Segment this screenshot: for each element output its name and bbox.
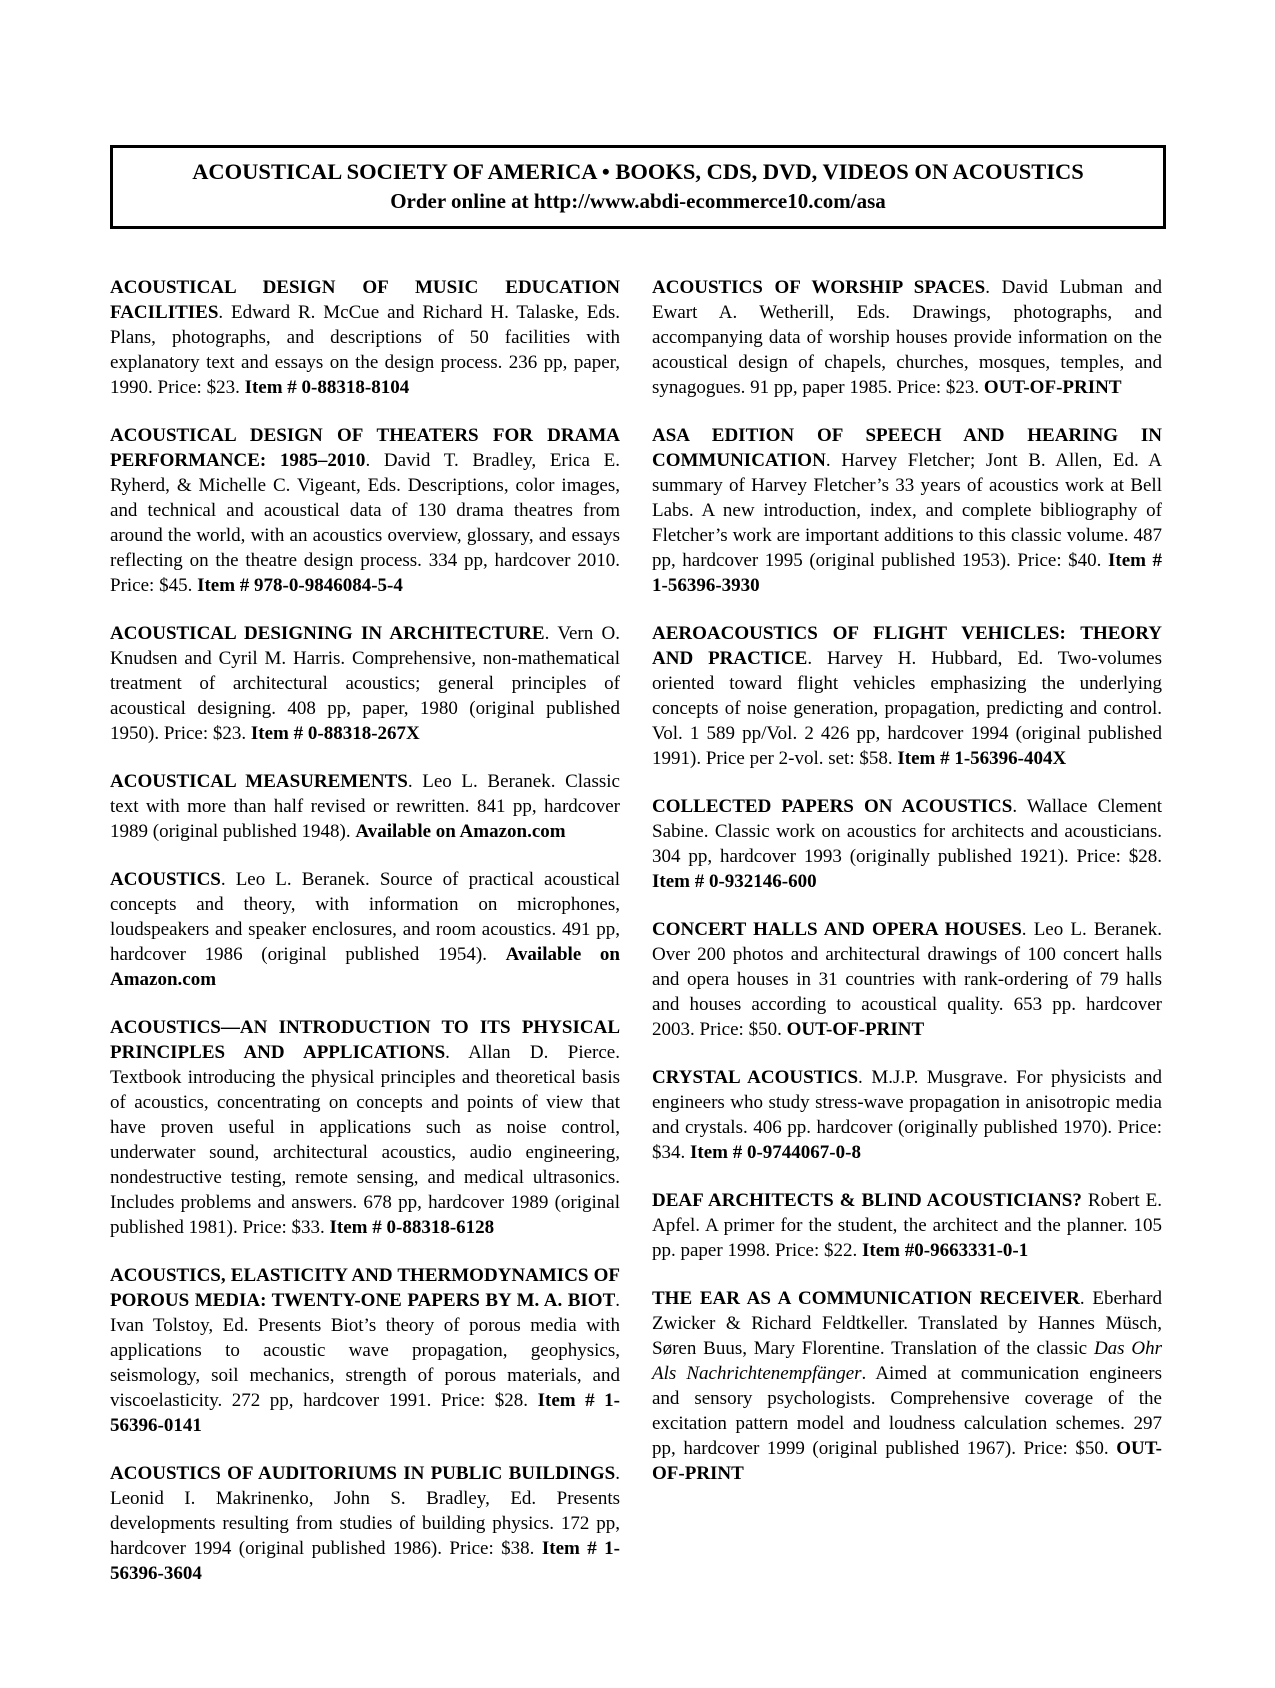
book-description: . David T. Bradley, Erica E. Ryherd, & Michelle C. Vigeant, Eds. Descriptions, color images, and technical and acoustical data of 130 drama theatres from around the world, with an acoustics overview, glossary, and essays reflecting on the theatre design process. 334 pp, hardcover 2010. Price: $45.	[110, 450, 620, 596]
book-title: ASA EDITION OF SPEECH AND HEARING IN COMMUNICATION	[652, 425, 1162, 471]
book-entry	[110, 423, 620, 598]
book-ref: Item # 0-932146-600	[652, 871, 817, 892]
book-description: . Eberhard Zwicker & Richard Feldtkeller. Translated by Hannes Müsch, Søren Buus, Mary Florentine. Translation of the classic	[652, 1288, 1162, 1359]
book-entry	[652, 1188, 1162, 1263]
book-ref: Item # 1-56396-3604	[110, 1538, 620, 1584]
book-description: Robert E. Apfel. A primer for the student, the architect and the planner. 105 pp. paper 1998. Price: $22.	[652, 1190, 1162, 1261]
book-ref: Item # 0-88318-267X	[250, 723, 420, 744]
book-entry	[110, 1263, 620, 1438]
book-description: . Ivan Tolstoy, Ed. Presents Biot’s theory of porous media with applications to acoustic wave propagation, geophysics, seismology, soil mechanics, strength of porous materials, and viscoelasticity. 272 pp, hardcover 1991. Price: $28.	[110, 1290, 620, 1411]
book-description: . David Lubman and Ewart A. Wetherill, Eds. Drawings, photographs, and accompanying data of worship houses provide information on the acoustical design of chapels, churches, mosques, temples, and synagogues. 91 pp, paper 1985. Price: $23.	[652, 277, 1162, 398]
header-title: ACOUSTICAL SOCIETY OF AMERICA • BOOKS, CDS, DVD, VIDEOS ON ACOUSTICS	[192, 159, 1084, 184]
book-title: ACOUSTICAL DESIGN OF THEATERS FOR DRAMA PERFORMANCE: 1985–2010	[110, 425, 620, 471]
book-title: ACOUSTICS	[110, 869, 221, 890]
book-ref: OUT-OF-PRINT	[652, 1438, 1162, 1484]
book-ref: Item # 1-56396-0141	[110, 1390, 621, 1436]
book-description: . Allan D. Pierce. Textbook introducing the physical principles and theoretical basis of acoustics, concentrating on concepts and points of view that have proven useful in applications such as noise control, underwater sound, architectural acoustics, audio engineering, nondestructive testing, remote sensing, and medical ultrasonics. Includes problems and answers. 678 pp, hardcover 1989 (original published 1981). Price: $33.	[110, 1042, 620, 1238]
header-banner	[110, 145, 1166, 229]
book-ref: Item # 0-9744067-0-8	[690, 1142, 861, 1163]
book-ref: Item # 1-56396-3930	[652, 550, 1162, 596]
book-title: DEAF ARCHITECTS & BLIND ACOUSTICIANS?	[652, 1190, 1082, 1211]
book-ref: Available on Amazon.com	[355, 821, 566, 842]
book-title: AEROACOUSTICS OF FLIGHT VEHICLES: THEORY AND PRACTICE	[652, 623, 1162, 669]
right-column	[652, 275, 1162, 1609]
book-entry	[110, 621, 620, 746]
left-column	[110, 275, 620, 1609]
book-description: . Wallace Clement Sabine. Classic work on acoustics for architects and acousticians. 304 pp, hardcover 1993 (originally published 1921). Price: $28.	[652, 796, 1163, 867]
book-description: . Vern O. Knudsen and Cyril M. Harris. Comprehensive, non-mathematical treatment of architectural acoustics; general principles of acoustical designing. 408 pp, paper, 1980 (original published 1950). Price: $23.	[110, 623, 620, 744]
book-description: . Leo L. Beranek. Source of practical acoustical concepts and theory, with information on microphones, loudspeakers and speaker enclosures, and room acoustics. 491 pp, hardcover 1986 (original published 1954).	[110, 869, 620, 965]
book-entry	[652, 917, 1162, 1042]
book-list	[110, 275, 1166, 1609]
book-title: ACOUSTICS, ELASTICITY AND THERMODYNAMICS OF POROUS MEDIA: TWENTY-ONE PAPERS BY M. A. BIOT	[110, 1265, 620, 1311]
book-foreign-title: Das Ohr Als Nachrichtenempfänger	[652, 1338, 1162, 1384]
book-description: . M.J.P. Musgrave. For physicists and engineers who study stress-wave propagation in anisotropic media and crystals. 406 pp. hardcover (originally published 1970). Price: $34.	[652, 1067, 1162, 1163]
book-ref: Item # 0-88318-6128	[329, 1217, 495, 1238]
book-entry	[652, 1286, 1162, 1486]
book-entry	[110, 1015, 620, 1240]
book-entry	[652, 275, 1162, 400]
book-description: . Edward R. McCue and Richard H. Talaske, Eds. Plans, photographs, and descriptions of 50 facilities with explanatory text and essays on the design process. 236 pp, paper, 1990. Price: $23.	[110, 302, 620, 398]
book-title: ACOUSTICAL DESIGN OF MUSIC EDUCATION FACILITIES	[110, 277, 620, 323]
book-ref: Available on Amazon.com	[110, 944, 620, 990]
book-entry	[652, 621, 1162, 771]
book-title: ACOUSTICS OF WORSHIP SPACES	[652, 277, 986, 298]
book-description: . Harvey H. Hubbard, Ed. Two-volumes oriented toward flight vehicles emphasizing the underlying concepts of noise generation, propagation, predicting and control. Vol. 1 589 pp/Vol. 2 426 pp, hardcover 1994 (original published 1991). Price per 2-vol. set: $58.	[652, 648, 1162, 769]
book-description: . Leo L. Beranek. Over 200 photos and architectural drawings of 100 concert halls and opera houses in 31 countries with rank-ordering of 79 halls and houses according to acoustical quality. 653 pp. hardcover 2003. Price: $50.	[652, 919, 1162, 1040]
book-title: ACOUSTICS—AN INTRODUCTION TO ITS PHYSICAL PRINCIPLES AND APPLICATIONS	[110, 1017, 620, 1063]
book-title: CRYSTAL ACOUSTICS	[652, 1067, 859, 1088]
book-entry	[652, 1065, 1162, 1165]
book-title: ACOUSTICAL MEASUREMENTS	[110, 771, 408, 792]
book-ref: OUT-OF-PRINT	[786, 1019, 925, 1040]
book-ref: Item # 1-56396-404X	[897, 748, 1067, 769]
book-ref: Item # 0-88318-8104	[244, 377, 410, 398]
book-entry	[652, 794, 1162, 894]
book-entry	[110, 275, 620, 400]
book-entry	[110, 867, 620, 992]
book-ref: Item # 978-0-9846084-5-4	[197, 575, 403, 596]
book-title: THE EAR AS A COMMUNICATION RECEIVER	[652, 1288, 1080, 1309]
book-description: . Leo L. Beranek. Classic text with more than half revised or rewritten. 841 pp, hardcover 1989 (original published 1948).	[110, 771, 620, 842]
book-entry	[110, 1461, 620, 1586]
header-order-url: Order online at http://www.abdi-ecommerce10.com/asa	[390, 189, 886, 213]
book-title: CONCERT HALLS AND OPERA HOUSES	[652, 919, 1022, 940]
book-description: . Leonid I. Makrinenko, John S. Bradley, Ed. Presents developments resulting from studies of building physics. 172 pp, hardcover 1994 (original published 1986). Price: $38.	[110, 1463, 620, 1559]
book-title: ACOUSTICS OF AUDITORIUMS IN PUBLIC BUILDINGS	[110, 1463, 616, 1484]
book-title: ACOUSTICAL DESIGNING IN ARCHITECTURE	[110, 623, 545, 644]
book-title: COLLECTED PAPERS ON ACOUSTICS	[652, 796, 1013, 817]
book-entry	[110, 769, 620, 844]
book-description: . Harvey Fletcher; Jont B. Allen, Ed. A summary of Harvey Fletcher’s 33 years of acoustics work at Bell Labs. A new introduction, index, and complete bibliography of Fletcher’s work are important additions to this classic volume. 487 pp, hardcover 1995 (original published 1953). Price: $40.	[652, 450, 1162, 571]
book-ref: OUT-OF-PRINT	[983, 377, 1122, 398]
book-entry	[652, 423, 1162, 598]
book-description: . Aimed at communication engineers and sensory psychologists. Comprehensive coverage of the excitation pattern model and loudness calculation schemes. 297 pp, hardcover 1999 (original published 1967). Price: $50.	[652, 1363, 1162, 1459]
book-ref: Item #0-9663331-0-1	[862, 1240, 1029, 1261]
